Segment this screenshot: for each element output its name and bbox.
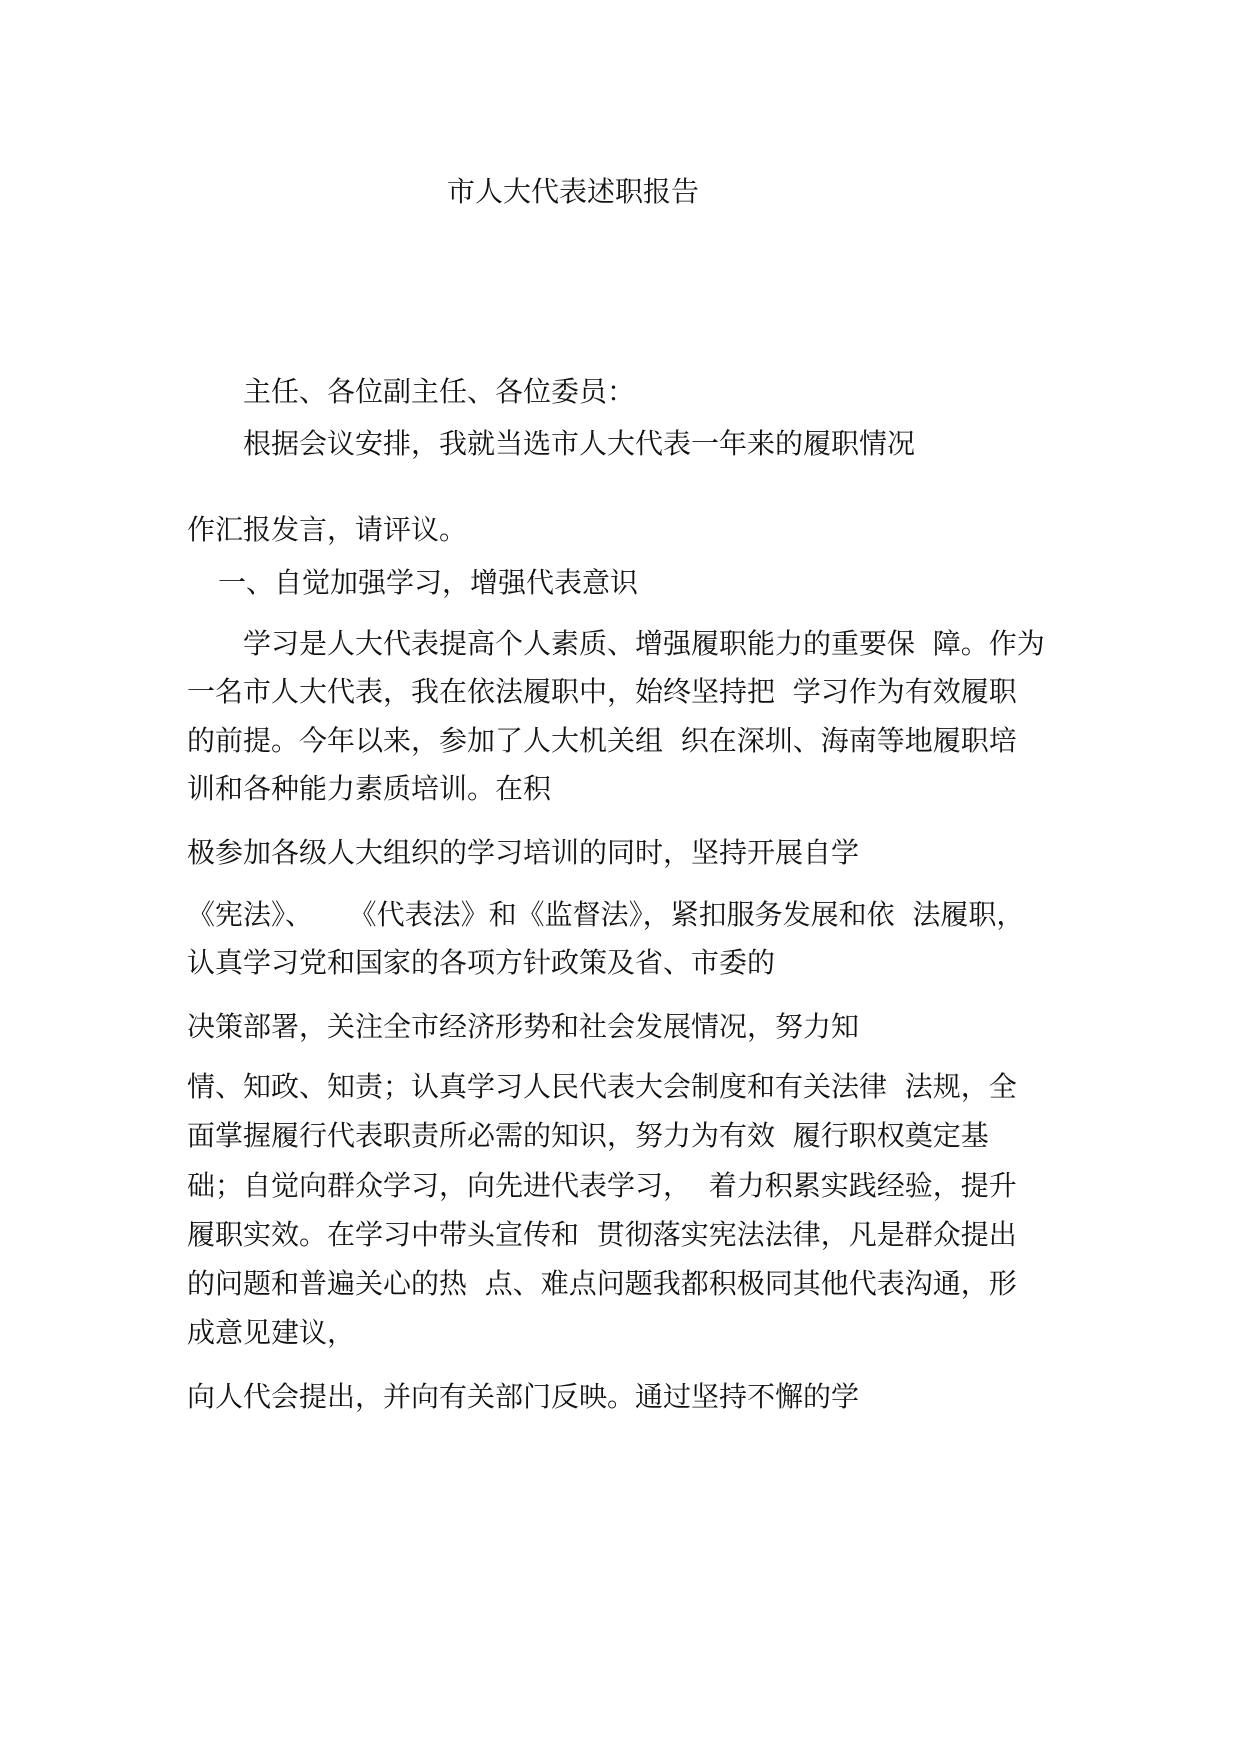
text-line: 《宪法》、 《代表法》和《监督法》，紧扣服务发展和依 法履职， bbox=[187, 898, 1025, 931]
text-line: 的问题和普遍关心的热 点、难点问题我都积极同其他代表沟通，形 bbox=[187, 1267, 1017, 1300]
text-line: 极参加各级人大组织的学习培训的同时，坚持开展自学 bbox=[187, 836, 860, 869]
text-line: 一名市人大代表，我在依法履职中，始终坚持把 学习作为有效履职 bbox=[187, 675, 1017, 708]
text-line: 面掌握履行代表职责所必需的知识，努力为有效 履行职权奠定基 bbox=[187, 1119, 989, 1152]
text-line: 决策部署，关注全市经济形势和社会发展情况，努力知 bbox=[187, 1010, 860, 1043]
text-line: 情、知政、知责；认真学习人民代表大会制度和有关法律 法规，全 bbox=[187, 1070, 1017, 1103]
text-line: 根据会议安排，我就当选市人大代表一年来的履职情况 bbox=[243, 427, 916, 460]
text-line: 主任、各位副主任、各位委员： bbox=[243, 375, 636, 408]
text-line: 成意见建议， bbox=[187, 1316, 356, 1349]
text-line: 向人代会提出，并向有关部门反映。通过坚持不懈的学 bbox=[187, 1380, 860, 1413]
text-line: 础；自觉向群众学习，向先进代表学习， 着力积累实践经验，提升 bbox=[187, 1169, 1017, 1202]
text-line: 训和各种能力素质培训。在积 bbox=[187, 772, 552, 805]
text-line: 的前提。今年以来，参加了人大机关组 织在深圳、海南等地履职培 bbox=[187, 724, 1017, 757]
text-line: 作汇报发言，请评议。 bbox=[187, 513, 468, 546]
text-line: 履职实效。在学习中带头宣传和 贯彻落实宪法法律，凡是群众提出 bbox=[187, 1218, 1017, 1251]
text-line: 学习是人大代表提高个人素质、增强履职能力的重要保 障。作为 bbox=[243, 627, 1045, 660]
text-line: 认真学习党和国家的各项方针政策及省、市委的 bbox=[187, 946, 776, 979]
section-heading: 一、自觉加强学习，增强代表意识 bbox=[218, 566, 639, 599]
document-title: 市人大代表述职报告 bbox=[447, 175, 700, 208]
